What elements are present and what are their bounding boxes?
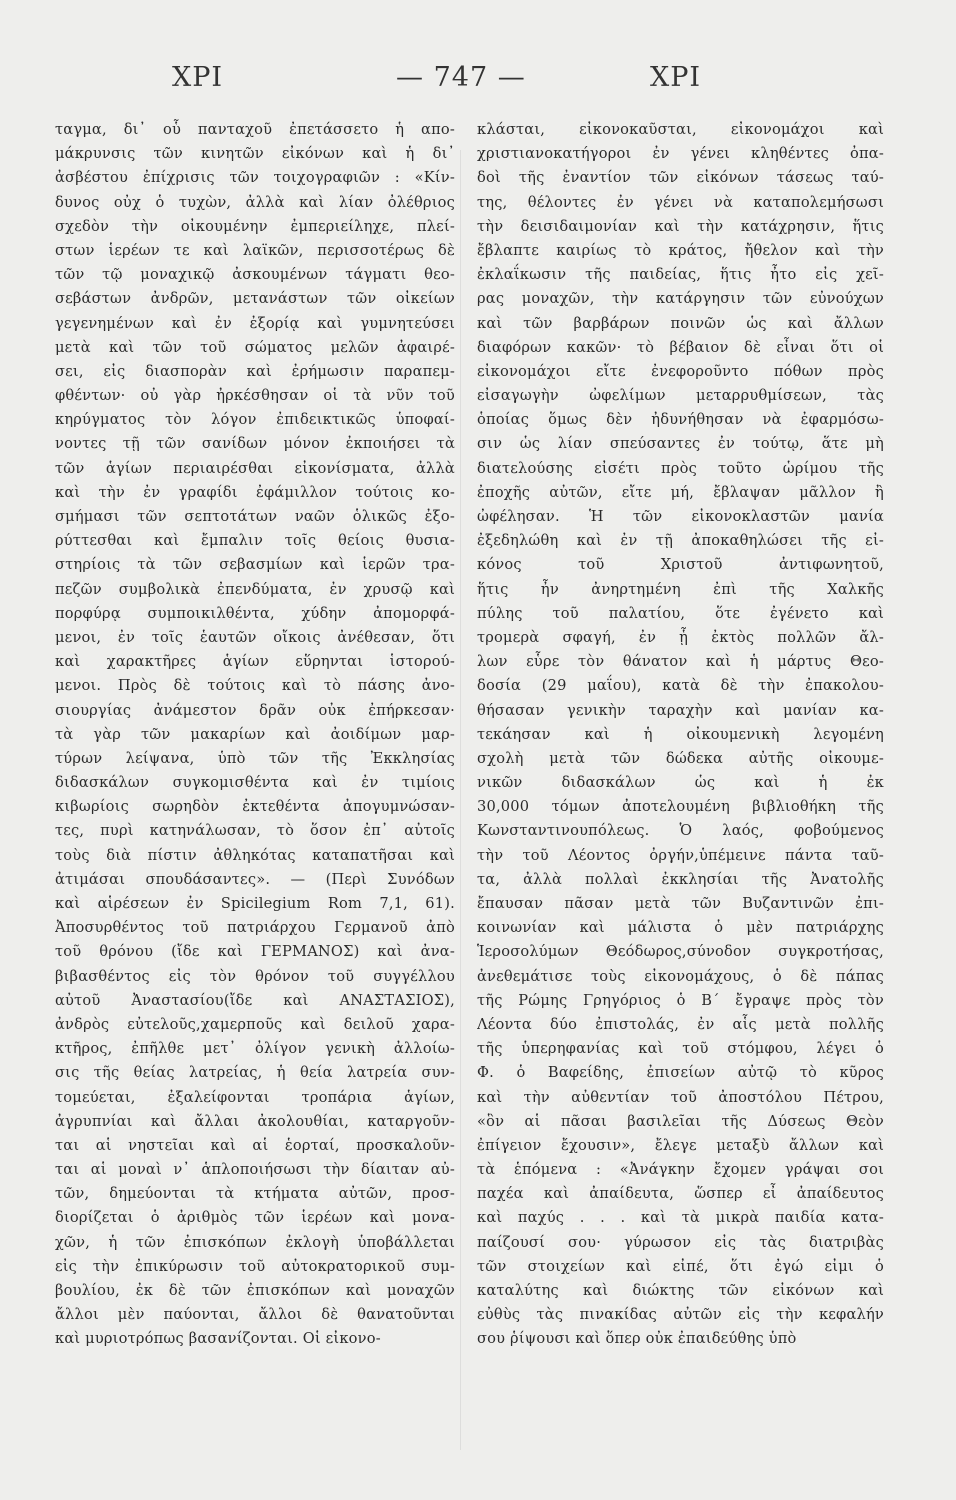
text-line: καὶ τὴν αὐθεντίαν τοῦ ἀποστόλου Πέτρου, [477,1088,884,1106]
text-line: ἄλλοι μὲν παύονται, ἄλλοι δὲ θανατοῦνται [55,1306,455,1324]
text-line: κλάσται, εἰκονοκαῦσται, εἰκονομάχοι καὶ [477,121,884,138]
text-line: τύρων λείψανα, ὑπὸ τῶν τῆς Ἐκκλησίας [55,749,455,767]
text-line: μετὰ καὶ τῶν τοῦ σώματος μελῶν ἀφαιρέ- [55,338,455,356]
text-line: παίζουσί σου· γύρωσον εἰς τὰς διατριβὰς [477,1233,884,1251]
text-line: σιουργίας ἀνάμεστον δρᾶν οὐκ ἐπήρκεσαν· [55,701,455,719]
text-line: ται αἱ μοναὶ ν᾽ ἁπλοποιήσωσι τὴν δίαιταν αὐ- [55,1161,455,1179]
text-line: τομεύεται, ἐξαλείφονται τροπάρια ἁγίων, [55,1088,455,1106]
text-line: τῆς Ρώμης Γρηγόριος ὁ Β´ ἔγραψε πρὸς τὸν [477,991,884,1009]
text-line: εἰσαγωγὴν ὠφελίμων μεταρρυθμίσεων, τὰς [477,387,884,405]
text-line: τοὺς διὰ πίστιν ἀθληκότας καταπατῆσαι καὶ [55,846,455,864]
text-line: καταλύτης καὶ διώκτης τῶν εἰκόνων καὶ [477,1282,884,1299]
text-line: χῶν, ἡ τῶν ἐπισκόπων ἐκλογὴ ὑποβάλλεται [55,1233,455,1251]
text-line: ἀνεθεμάτισε τοὺς εἰκονομάχους, ὁ δὲ πάπας [477,967,884,985]
text-line: τρομερὰ σφαγή, ἐν ᾗ ἐκτὸς πολλῶν ἄλ- [477,628,884,646]
text-line: καὶ τῶν βαρβάρων ποινῶν ὡς καὶ ἄλλων [477,314,884,332]
text-line: της, θέλοντες ἐν γένει νὰ καταπολεμήσωσι [477,193,884,211]
text-line: καὶ τὴν ἐν γραφίδι ἐφάμιλλον τούτοις κο- [55,483,455,501]
text-line: διορίζεται ὁ ἀριθμὸς τῶν ἱερέων καὶ μονα- [55,1209,455,1227]
left-running-head: XPI [172,62,224,93]
text-line: στηρίοις τὰ τῶν σεβασμίων καὶ ἱερῶν τρα- [55,556,455,574]
text-line: τῶν τῷ μοναχικῷ ἀσκουμένων τάγματι θεο- [55,266,455,284]
text-line: σμήμασι τῶν σεπτοτάτων ναῶν ὁλικῶς ἐξο- [55,508,455,525]
text-line: παχέα καὶ ἀπαίδευτα, ὥσπερ εἶ ἀπαίδευτος [477,1185,884,1203]
text-line: φθέντων· οὐ γὰρ ἠρκέσθησαν οἱ τὰ νῦν τοῦ [55,387,455,405]
text-line: βουλίου, ἐκ δὲ τῶν ἐπισκόπων καὶ μοναχῶν [55,1282,455,1299]
right-running-head: XPI [650,62,702,93]
text-line: νοντες τῇ τῶν σανίδων μόνον ἐκποιήσει τὰ [55,435,455,453]
text-line: ἥτις ἦν ἀνηρτημένη ἐπὶ τῆς Χαλκῆς [477,580,884,598]
text-line: «ὃν αἱ πᾶσαι βασιλεῖαι τῆς Δύσεως Θεὸν [477,1112,884,1130]
text-line: σχολὴ μετὰ τῶν δώδεκα αὐτῆς οἰκουμε- [477,749,884,767]
text-line: κόνος τοῦ Χριστοῦ ἀντιφωνητοῦ, [477,556,884,574]
column-gutter [460,150,461,1450]
text-line: ὠφέλησαν. Ἡ τῶν εἰκονοκλαστῶν μανία [477,508,884,525]
text-line: μάκρυνσις τῶν κινητῶν εἰκόνων καὶ ἡ δι᾽ [55,145,455,163]
text-line: ἐξεδηλώθη καὶ ἐν τῇ ἀποκαθηλώσει τῆς εἰ- [477,532,884,550]
text-line: σει, εἰς διασπορὰν καὶ ἐρήμωσιν παραπεμ- [55,362,455,380]
text-line: Λέοντα δύο ἐπιστολάς, ἐν αἷς μετὰ πολλῆς [477,1015,884,1033]
text-line: σχεδὸν τὴν οἰκουμένην ἐμπεριείληχε, πλεί- [55,217,455,235]
text-line: διατελούσης εἰσέτι πρὸς τοῦτο ὡρίμου τῆς [477,459,884,477]
text-line: τες, πυρὶ κατηνάλωσαν, τὸ ὅσον ἐπ᾽ αὐτοῖς [55,822,455,840]
page-number: — 747 — [396,62,526,93]
text-line: εὐθὺς τὰς πινακίδας αὐτῶν εἰς τὴν κεφαλήν [477,1306,884,1324]
text-line: σιν ὡς λίαν σπεύσαντες ἐν τούτῳ, ἅτε μὴ [477,435,884,453]
text-line: ἔβλαπτε καιρίως τὸ κράτος, ἤθελον καὶ τὴν [477,241,884,259]
text-line: τὰ γὰρ τῶν μακαρίων καὶ ἀοιδίμων μαρ- [55,725,455,743]
text-line: δοσία (29 μαΐου), κατὰ δὲ τὴν ἐπακολου- [477,677,884,695]
text-line: δυνος οὐχ ὁ τυχὼν, ἀλλὰ καὶ λίαν ὀλέθριος [55,193,455,211]
text-line: καὶ αἱρέσεων ἐν Spicilegium Rom 7,1, 61). [55,895,455,912]
text-line: ἀγρυπνίαι καὶ ἄλλαι ἀκολουθίαι, καταργοῦν- [55,1112,455,1130]
text-line: καὶ παχύς . . . καὶ τὰ μικρὰ παιδία κατα- [477,1209,884,1227]
text-line: εἰκονομάχοι εἴτε ἐνεφοροῦντο πόθων πρὸς [477,362,884,380]
text-line: τῶν ἁγίων περιαιρέσθαι εἰκονίσματα, ἀλλὰ [55,459,455,477]
text-line: διαφόρων κακῶν· τὸ βέβαιον δὲ εἶναι ὅτι οἱ [477,338,884,356]
text-line: πεζῶν συμβολικὰ ἐπενδύματα, ἐν χρυσῷ καὶ [55,580,455,598]
text-line: ταγμα, δι᾽ οὗ πανταχοῦ ἐπετάσσετο ἡ απο- [55,121,455,138]
text-line: τὴν τοῦ Λέοντος ὀργήν,ὑπέμεινε πάντα ταῦ- [477,846,884,864]
text-line: ται αἱ νηστεῖαι καὶ αἱ ἑορταί, προσκαλοῦν- [55,1136,455,1154]
text-line: σεβάστων ἀνδρῶν, μετανάστων τῶν οἰκείων [55,290,455,308]
text-line: Ἱεροσολύμων Θεόδωρος,σύνοδον συγκροτήσας, [477,943,884,961]
text-line: ἔπαυσαν πᾶσαν μετὰ τῶν Βυζαντινῶν ἐπι- [477,895,884,912]
text-line: τῆς ὑπερηφανίας καὶ τοῦ στόμφου, λέγει ὁ [477,1040,884,1058]
text-line: βιβασθέντος εἰς τὸν θρόνον τοῦ συγγέλλου [55,967,455,985]
text-line: Ἀποσυρθέντος τοῦ πατριάρχου Γερμανοῦ ἀπὸ [55,919,455,937]
text-line: τὴν δεισιδαιμονίαν καὶ τὴν κατάχρησιν, ἥτις [477,217,884,235]
text-line: τεκάησαν καὶ ἡ οἰκουμενικὴ λεγομένη [477,725,884,743]
text-line: ρας μοναχῶν, τὴν κατάργησιν τῶν εὐνούχων [477,290,884,308]
text-line: σις τῆς θείας λατρείας, ἡ θεία λατρεία συν- [55,1064,455,1082]
page-header [0,62,956,102]
text-line: αὐτοῦ Ἀναστασίου(ἴδε καὶ ΑΝΑΣΤΑΣΙΟΣ), [55,991,455,1009]
text-line: τα, ἀλλὰ πολλαὶ ἐκκλησίαι τῆς Ἀνατολῆς [477,870,884,888]
text-line: ἐποχῆς αὐτῶν, εἴτε μή, ἔβλαψαν μᾶλλον ἢ [477,483,884,501]
text-line: κοινωνίαν καὶ μάλιστα ὁ μὲν πατριάρχης [477,919,884,937]
text-line: νικῶν διδασκάλων ὡς καὶ ἡ ἐκ [477,774,884,792]
text-line: τῶν στοιχείων καὶ εἰπέ, ὅτι ἐγώ εἰμι ὁ [477,1257,884,1275]
text-line: κιβωρίοις σωρηδὸν ἐκτεθέντα ἀπογυμνώσαν- [55,798,455,816]
text-line: ὁποίας ὅμως δὲν ἠδυνήθησαν νὰ ἐφαρμόσω- [477,411,884,429]
text-line: Κωνσταντινουπόλεως. Ὁ λαός, φοβούμενος [477,822,884,840]
text-line: στων ἱερέων τε καὶ λαϊκῶν, περισσοτέρως δὲ [55,241,455,259]
right-column [477,118,884,1478]
text-line: ἐπίγειον ἔχουσιν», ἔλεγε μεταξὺ ἄλλων καὶ [477,1136,884,1154]
text-line: χριστιανοκατήγοροι ἐν γένει κληθέντες ὀπα- [477,145,884,163]
text-line: ρύττεσθαι καὶ ἔμπαλιν τοῖς θείοις θυσια- [55,532,455,550]
text-line: διδασκάλων συγκομισθέντα καὶ ἐν τιμίοις [55,774,455,792]
text-line: ἐκλαΐκωσιν τῆς παιδείας, ἥτις ἦτο εἰς χεῖ- [477,266,884,284]
text-line: ἀνδρὸς εὐτελοῦς,χαμερποῦς καὶ δειλοῦ χαρα- [55,1015,455,1033]
text-line: καὶ μυριοτρόπως βασανίζονται. Οἱ εἰκονο- [55,1330,381,1348]
text-line: τοῦ θρόνου (ἴδε καὶ ΓΕΡΜΑΝΟΣ) καὶ ἀνα- [55,943,455,961]
text-line: καὶ χαρακτῆρες ἁγίων εὕρηνται ἱστορού- [55,653,455,671]
text-line: λων εὗρε τὸν θάνατον καὶ ἡ μάρτυς Θεο- [477,653,884,671]
text-line: σου ῥίψουσι καὶ ὅπερ οὐκ ἐπαιδεύθης ὑπὸ [477,1330,797,1348]
text-line: 30,000 τόμων ἀποτελουμένη βιβλιοθήκη τῆς [477,798,884,816]
text-line: γεγενημένων καὶ ἐν ἐξορίᾳ καὶ γυμνητεύσει [55,314,455,332]
text-line: θήσασαν γενικὴν ταραχὴν καὶ μανίαν κα- [477,701,884,719]
text-line: μενοι, ἐν τοῖς ἑαυτῶν οἴκοις ἀνέθεσαν, ὅτι [55,628,455,646]
left-column [55,118,455,1478]
text-line: εἰς τὴν ἐπικύρωσιν τοῦ αὐτοκρατορικοῦ συμ- [55,1257,455,1275]
text-line: μενοι. Πρὸς δὲ τούτοις καὶ τὸ πάσης ἀνο- [55,677,455,695]
text-line: Φ. ὁ Βαφείδης, ἐπισείων αὐτῷ τὸ κῦρος [477,1064,884,1082]
text-line: πύλης τοῦ παλατίου, ὅτε ἐγένετο καὶ [477,604,884,622]
text-line: ἀτιμάσαι σπουδάσαντες». — (Περὶ Συνόδων [55,870,455,888]
text-line: δοὶ τῆς ἐναντίον τῶν εἰκόνων τάσεως ταύ- [477,169,884,187]
text-line: τῶν, δημεύονται τὰ κτήματα αὐτῶν, προσ- [55,1185,455,1203]
text-line: ἀσβέστου ἐπίχρισις τῶν τοιχογραφιῶν : «Κίν- [55,169,455,187]
text-line: τὰ ἑπόμενα : «Ἀνάγκην ἔχομεν γράψαι σοι [477,1161,884,1179]
text-line: κτῆρος, ἐπῆλθε μετ᾽ ὀλίγον γενικὴ ἀλλοίω- [55,1040,455,1058]
text-line: πορφύρᾳ συμποικιλθέντα, χύδην ἀπομορφά- [55,604,455,622]
text-line: κηρύγματος τὸν λόγον ἐπιδεικτικῶς ὑποφαί- [55,411,455,429]
